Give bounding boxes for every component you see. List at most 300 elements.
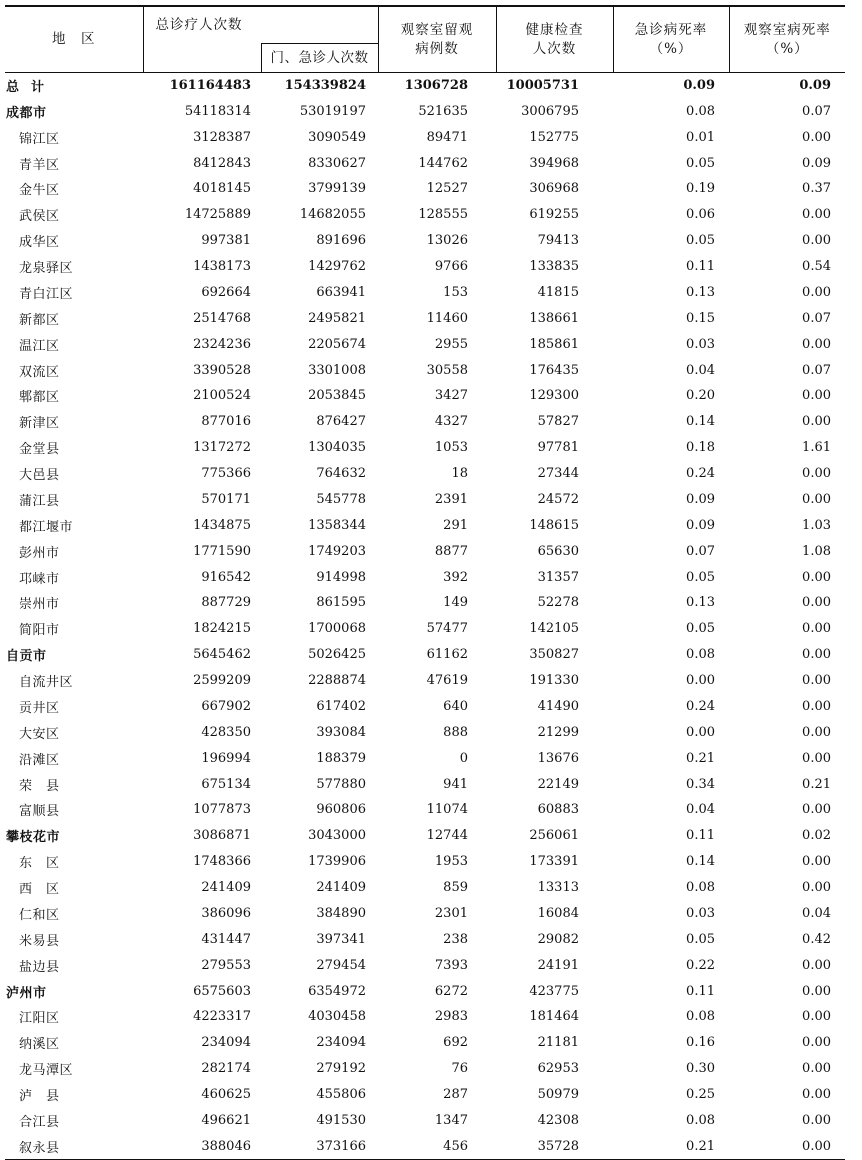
observation-death-rate-cell: 0.00 [802,233,831,249]
total-visits-cell: 692664 [201,284,251,300]
outpatient-emergency-cell: 861595 [316,595,366,611]
observation-death-rate-cell: 0.00 [802,880,831,896]
region-name-cell: 双流区 [19,364,60,380]
observation-death-rate-cell: 1.61 [802,440,831,456]
header-checkup: 健康检查 人次数 [496,6,613,73]
checkup-cell: 181464 [529,1009,579,1025]
observation-cell: 12744 [426,828,468,844]
checkup-cell: 60883 [537,802,579,818]
region-name-cell: 新津区 [19,416,60,432]
district-row [5,901,845,927]
total-visits-cell: 386096 [201,905,251,921]
total-visits-cell: 241409 [201,880,251,896]
observation-death-rate-cell: 0.00 [802,1009,831,1025]
observation-cell: 9766 [434,259,468,275]
region-name-cell: 都江堰市 [19,519,74,535]
observation-cell: 1053 [434,440,468,456]
observation-death-rate-cell: 0.21 [802,776,831,792]
observation-cell: 1953 [434,854,468,870]
total-visits-cell: 196994 [201,750,251,766]
emergency-death-rate-cell: 0.14 [686,414,715,430]
outpatient-emergency-cell: 891696 [316,233,366,249]
region-name-cell: 西 区 [19,882,60,898]
region-name-cell: 沿滩区 [19,752,60,768]
checkup-cell: 133835 [529,259,579,275]
outpatient-emergency-cell: 663941 [316,284,366,300]
total-visits-cell: 5645462 [193,647,251,663]
region-name-cell: 泸州市 [6,985,47,1001]
district-row [5,771,845,797]
checkup-cell: 142105 [529,621,579,637]
emergency-death-rate-cell: 0.21 [613,1133,729,1159]
district-row [5,409,845,435]
district-row [5,926,845,952]
outpatient-emergency-cell: 53019197 [299,103,366,119]
district-row [5,176,845,202]
region-name-cell: 简阳市 [19,623,60,639]
district-row [5,564,845,590]
total-visits-cell: 775366 [201,466,251,482]
observation-cell: 456 [378,1133,496,1159]
observation-cell: 149 [443,595,468,611]
region-name-cell: 青白江区 [19,286,74,302]
outpatient-emergency-cell: 577880 [316,776,366,792]
outpatient-emergency-cell: 876427 [316,414,366,430]
total-visits-cell: 1434875 [193,517,251,533]
checkup-cell: 10005731 [506,78,579,94]
emergency-death-rate-cell: 0.09 [686,491,715,507]
observation-cell: 640 [443,698,468,714]
emergency-death-rate-cell: 0.08 [686,647,715,663]
observation-death-rate-cell: 0.00 [802,284,831,300]
outpatient-emergency-cell: 960806 [316,802,366,818]
emergency-death-rate-cell: 0.01 [686,129,715,145]
checkup-cell: 42308 [537,1112,579,1128]
observation-cell: 11074 [426,802,468,818]
total-visits-cell: 2514768 [193,310,251,326]
total-visits-cell: 460625 [201,1087,251,1103]
observation-cell: 8877 [434,543,468,559]
outpatient-emergency-cell: 4030458 [308,1009,366,1025]
observation-cell: 7393 [434,957,468,973]
outpatient-emergency-cell: 2053845 [308,388,366,404]
district-row [5,512,845,538]
checkup-cell: 3006795 [521,103,579,119]
outpatient-emergency-cell: 455806 [316,1087,366,1103]
observation-death-rate-cell: 0.00 [802,647,831,663]
checkup-cell: 350827 [529,647,579,663]
total-visits-cell: 388046 [143,1133,261,1159]
observation-cell: 89471 [426,129,468,145]
total-visits-cell: 14725889 [184,207,251,223]
observation-death-rate-cell: 0.00 [802,1087,831,1103]
region-name-cell: 自流井区 [19,675,74,691]
outpatient-emergency-cell: 397341 [316,931,366,947]
outpatient-emergency-cell: 373166 [261,1133,378,1159]
total-visits-cell: 8412843 [193,155,251,171]
observation-death-rate-cell: 0.00 [802,569,831,585]
emergency-death-rate-cell: 0.20 [686,388,715,404]
district-row [5,745,845,771]
outpatient-emergency-cell: 3799139 [308,181,366,197]
total-visits-cell: 431447 [201,931,251,947]
checkup-cell: 423775 [529,983,579,999]
region-name-cell: 青羊区 [19,157,60,173]
outpatient-emergency-cell: 1700068 [308,621,366,637]
observation-cell: 11460 [426,310,468,326]
district-row [5,150,845,176]
observation-death-rate-cell: 0.00 [802,854,831,870]
total-visits-cell: 570171 [201,491,251,507]
observation-death-rate-cell: 0.07 [802,310,831,326]
observation-death-rate-cell: 0.00 [802,1112,831,1128]
observation-cell: 57477 [426,621,468,637]
observation-death-rate-cell: 1.08 [802,543,831,559]
outpatient-emergency-cell: 154339824 [284,78,366,94]
observation-death-rate-cell: 0.09 [802,155,831,171]
emergency-death-rate-cell: 0.05 [686,569,715,585]
total-visits-cell: 997381 [201,233,251,249]
total-visits-cell: 877016 [201,414,251,430]
observation-death-rate-cell: 0.42 [802,931,831,947]
emergency-death-rate-cell: 0.11 [686,259,715,275]
checkup-cell: 57827 [537,414,579,430]
region-name-cell: 东 区 [19,856,60,872]
emergency-death-rate-cell: 0.11 [686,828,715,844]
checkup-cell: 619255 [529,207,579,223]
emergency-death-rate-cell: 0.09 [686,517,715,533]
region-name-cell: 叙永县 [5,1133,143,1159]
emergency-death-rate-cell: 0.08 [686,880,715,896]
city-row [5,98,845,124]
outpatient-emergency-cell: 2288874 [308,673,366,689]
observation-death-rate-cell: 0.00 [802,673,831,689]
emergency-death-rate-cell: 0.15 [686,310,715,326]
outpatient-emergency-cell: 764632 [316,466,366,482]
outpatient-emergency-cell: 279192 [316,1061,366,1077]
emergency-death-rate-cell: 0.08 [686,1009,715,1025]
outpatient-emergency-cell: 2205674 [308,336,366,352]
observation-cell: 2955 [434,336,468,352]
emergency-death-rate-cell: 0.07 [686,543,715,559]
district-row [5,952,845,978]
region-name-cell: 富顺县 [19,804,60,820]
observation-cell: 3427 [434,388,468,404]
table-body [5,73,845,1160]
checkup-cell: 41815 [537,284,579,300]
observation-death-rate-cell: 0.00 [802,595,831,611]
checkup-cell: 306968 [529,181,579,197]
region-name-cell: 成华区 [19,235,60,251]
total-visits-cell: 279553 [201,957,251,973]
checkup-cell: 62953 [537,1061,579,1077]
region-name-cell: 新都区 [19,312,60,328]
region-name-cell: 郫都区 [19,390,60,406]
observation-death-rate-cell: 0.00 [802,1061,831,1077]
header-emergency-death-rate: 急诊病死率 （%） [613,6,729,73]
total-visits-cell: 161164483 [169,78,251,94]
district-row [5,1056,845,1082]
city-row [5,978,845,1004]
total-visits-cell: 1077873 [193,802,251,818]
city-row [5,642,845,668]
checkup-cell: 35728 [496,1133,613,1159]
observation-death-rate-cell: 0.54 [802,259,831,275]
observation-cell: 692 [443,1035,468,1051]
total-visits-cell: 1748366 [193,854,251,870]
district-row [5,694,845,720]
checkup-cell: 50979 [537,1087,579,1103]
total-visits-cell: 4018145 [193,181,251,197]
checkup-cell: 79413 [537,233,579,249]
emergency-death-rate-cell: 0.08 [686,103,715,119]
region-name-cell: 邛崃市 [19,571,60,587]
region-name-cell: 江阳区 [19,1011,60,1027]
region-name-cell: 蒲江县 [19,493,60,509]
observation-cell: 392 [443,569,468,585]
emergency-death-rate-cell: 0.24 [686,698,715,714]
observation-death-rate-cell: 0.00 [802,336,831,352]
observation-cell: 61162 [426,647,468,663]
checkup-cell: 13313 [537,880,579,896]
region-name-cell: 荣 县 [19,778,60,794]
region-name-cell: 武侯区 [19,209,60,225]
district-row [5,487,845,513]
emergency-death-rate-cell: 0.05 [686,621,715,637]
region-name-cell: 彭州市 [19,545,60,561]
emergency-death-rate-cell: 0.30 [686,1061,715,1077]
region-name-cell: 大安区 [19,726,60,742]
emergency-death-rate-cell: 0.19 [686,181,715,197]
checkup-cell: 24572 [537,491,579,507]
observation-death-rate-cell: 0.07 [802,362,831,378]
region-name-cell: 锦江区 [19,131,60,147]
checkup-cell: 191330 [529,673,579,689]
outpatient-emergency-cell: 188379 [316,750,366,766]
outpatient-emergency-cell: 1739906 [308,854,366,870]
region-name-cell: 龙泉驿区 [19,261,74,277]
region-name-cell: 金堂县 [19,442,60,458]
observation-death-rate-cell: 0.00 [802,957,831,973]
observation-cell: 144762 [418,155,468,171]
checkup-cell: 176435 [529,362,579,378]
observation-death-rate-cell: 0.00 [802,698,831,714]
observation-cell: 2983 [434,1009,468,1025]
checkup-cell: 394968 [529,155,579,171]
outpatient-emergency-cell: 384890 [316,905,366,921]
checkup-cell: 29082 [537,931,579,947]
district-row [5,668,845,694]
header-total-spacer [143,44,261,73]
outpatient-emergency-cell: 2495821 [308,310,366,326]
district-row [5,616,845,642]
outpatient-emergency-cell: 6354972 [308,983,366,999]
region-name-cell: 成都市 [6,105,47,121]
district-row [5,1082,845,1108]
emergency-death-rate-cell: 0.04 [686,362,715,378]
outpatient-emergency-cell: 617402 [316,698,366,714]
observation-cell: 2391 [434,491,468,507]
district-row [5,228,845,254]
checkup-cell: 13676 [537,750,579,766]
district-row [5,331,845,357]
region-name-cell: 金牛区 [19,183,60,199]
observation-cell: 128555 [418,207,468,223]
emergency-death-rate-cell: 0.06 [686,207,715,223]
total-visits-cell: 3128387 [193,129,251,145]
observation-death-rate-cell: 0.00 [802,621,831,637]
total-visits-cell: 916542 [201,569,251,585]
outpatient-emergency-cell: 1429762 [308,259,366,275]
checkup-cell: 52278 [537,595,579,611]
total-visits-cell: 1771590 [193,543,251,559]
header-region: 地 区 [5,6,143,73]
district-row [5,538,845,564]
emergency-death-rate-cell: 0.03 [686,336,715,352]
district-row [5,383,845,409]
city-row [5,823,845,849]
observation-death-rate-cell: 0.00 [802,207,831,223]
outpatient-emergency-cell: 5026425 [308,647,366,663]
checkup-cell: 21181 [537,1035,579,1051]
outpatient-emergency-cell: 1749203 [308,543,366,559]
total-row [5,73,845,99]
observation-death-rate-cell: 0.00 [802,750,831,766]
region-name-cell: 盐边县 [19,959,60,975]
district-row [5,202,845,228]
district-row [5,124,845,150]
observation-cell: 521635 [418,103,468,119]
emergency-death-rate-cell: 0.03 [686,905,715,921]
district-row [5,1004,845,1030]
observation-death-rate-cell: 0.37 [802,181,831,197]
outpatient-emergency-cell: 393084 [316,724,366,740]
outpatient-emergency-cell: 279454 [316,957,366,973]
observation-death-rate-cell: 0.00 [802,1035,831,1051]
observation-death-rate-cell: 0.00 [802,388,831,404]
observation-death-rate-cell: 0.04 [802,905,831,921]
outpatient-emergency-cell: 3043000 [308,828,366,844]
total-visits-cell: 3086871 [193,828,251,844]
region-name-cell: 总计 [6,80,57,96]
district-row [5,357,845,383]
checkup-cell: 31357 [537,569,579,585]
district-row [5,280,845,306]
observation-cell: 18 [451,466,468,482]
observation-cell: 287 [443,1087,468,1103]
region-name-cell: 合江县 [19,1114,60,1130]
observation-cell: 2301 [434,905,468,921]
total-visits-cell: 667902 [201,698,251,714]
checkup-cell: 22149 [537,776,579,792]
region-name-cell: 米易县 [19,933,60,949]
emergency-death-rate-cell: 0.04 [686,802,715,818]
total-visits-cell: 2100524 [193,388,251,404]
observation-death-rate-cell: 0.00 [802,491,831,507]
observation-cell: 238 [443,931,468,947]
total-visits-cell: 6575603 [193,983,251,999]
header-observation: 观察室留观 病例数 [378,6,496,73]
observation-death-rate-cell: 1.03 [802,517,831,533]
checkup-cell: 152775 [529,129,579,145]
district-row [5,435,845,461]
observation-death-rate-cell: 0.00 [802,983,831,999]
table-header [5,6,845,73]
checkup-cell: 148615 [529,517,579,533]
district-row [5,590,845,616]
checkup-cell: 256061 [529,828,579,844]
emergency-death-rate-cell: 0.18 [686,440,715,456]
total-visits-cell: 1824215 [193,621,251,637]
header-outpatient-emergency: 门、急诊人次数 [261,44,378,73]
checkup-cell: 65630 [537,543,579,559]
district-row [5,875,845,901]
emergency-death-rate-cell: 0.13 [686,284,715,300]
district-row [5,1030,845,1056]
checkup-cell: 185861 [529,336,579,352]
checkup-cell: 16084 [537,905,579,921]
observation-death-rate-cell: 0.00 [802,802,831,818]
observation-cell: 12527 [426,181,468,197]
outpatient-emergency-cell: 1304035 [308,440,366,456]
observation-death-rate-cell: 0.00 [802,129,831,145]
outpatient-emergency-cell: 234094 [316,1035,366,1051]
total-visits-cell: 282174 [201,1061,251,1077]
observation-cell: 47619 [426,673,468,689]
emergency-death-rate-cell: 0.09 [683,78,715,94]
total-visits-cell: 1317272 [193,440,251,456]
total-visits-cell: 428350 [201,724,251,740]
observation-death-rate-cell: 0.00 [802,466,831,482]
outpatient-emergency-cell: 3301008 [308,362,366,378]
district-row [5,254,845,280]
emergency-death-rate-cell: 0.21 [686,750,715,766]
outpatient-emergency-cell: 14682055 [299,207,366,223]
district-row [5,719,845,745]
observation-cell: 6272 [434,983,468,999]
total-visits-cell: 1438173 [193,259,251,275]
outpatient-emergency-cell: 8330627 [308,155,366,171]
observation-cell: 30558 [426,362,468,378]
region-name-cell: 贡井区 [19,700,60,716]
emergency-death-rate-cell: 0.05 [686,155,715,171]
checkup-cell: 24191 [537,957,579,973]
emergency-death-rate-cell: 0.13 [686,595,715,611]
total-visits-cell: 54118314 [184,103,251,119]
observation-death-rate-cell: 0.07 [802,103,831,119]
observation-death-rate-cell: 0.00 [729,1133,845,1159]
district-row [5,797,845,823]
district-row [5,461,845,487]
header-observation-death-rate: 观察室病死率 （%） [729,6,845,73]
region-name-cell: 温江区 [19,338,60,354]
emergency-death-rate-cell: 0.00 [686,673,715,689]
district-row [5,305,845,331]
checkup-cell: 97781 [537,440,579,456]
emergency-death-rate-cell: 0.08 [686,1112,715,1128]
region-name-cell: 大邑县 [19,468,60,484]
observation-cell: 941 [443,776,468,792]
medical-visits-table [5,5,845,1160]
region-name-cell: 龙马潭区 [19,1063,74,1079]
emergency-death-rate-cell: 0.14 [686,854,715,870]
emergency-death-rate-cell: 0.25 [686,1087,715,1103]
checkup-cell: 41490 [537,698,579,714]
outpatient-emergency-cell: 241409 [316,880,366,896]
observation-cell: 0 [459,750,468,766]
observation-death-rate-cell: 0.02 [802,828,831,844]
observation-cell: 859 [443,880,468,896]
